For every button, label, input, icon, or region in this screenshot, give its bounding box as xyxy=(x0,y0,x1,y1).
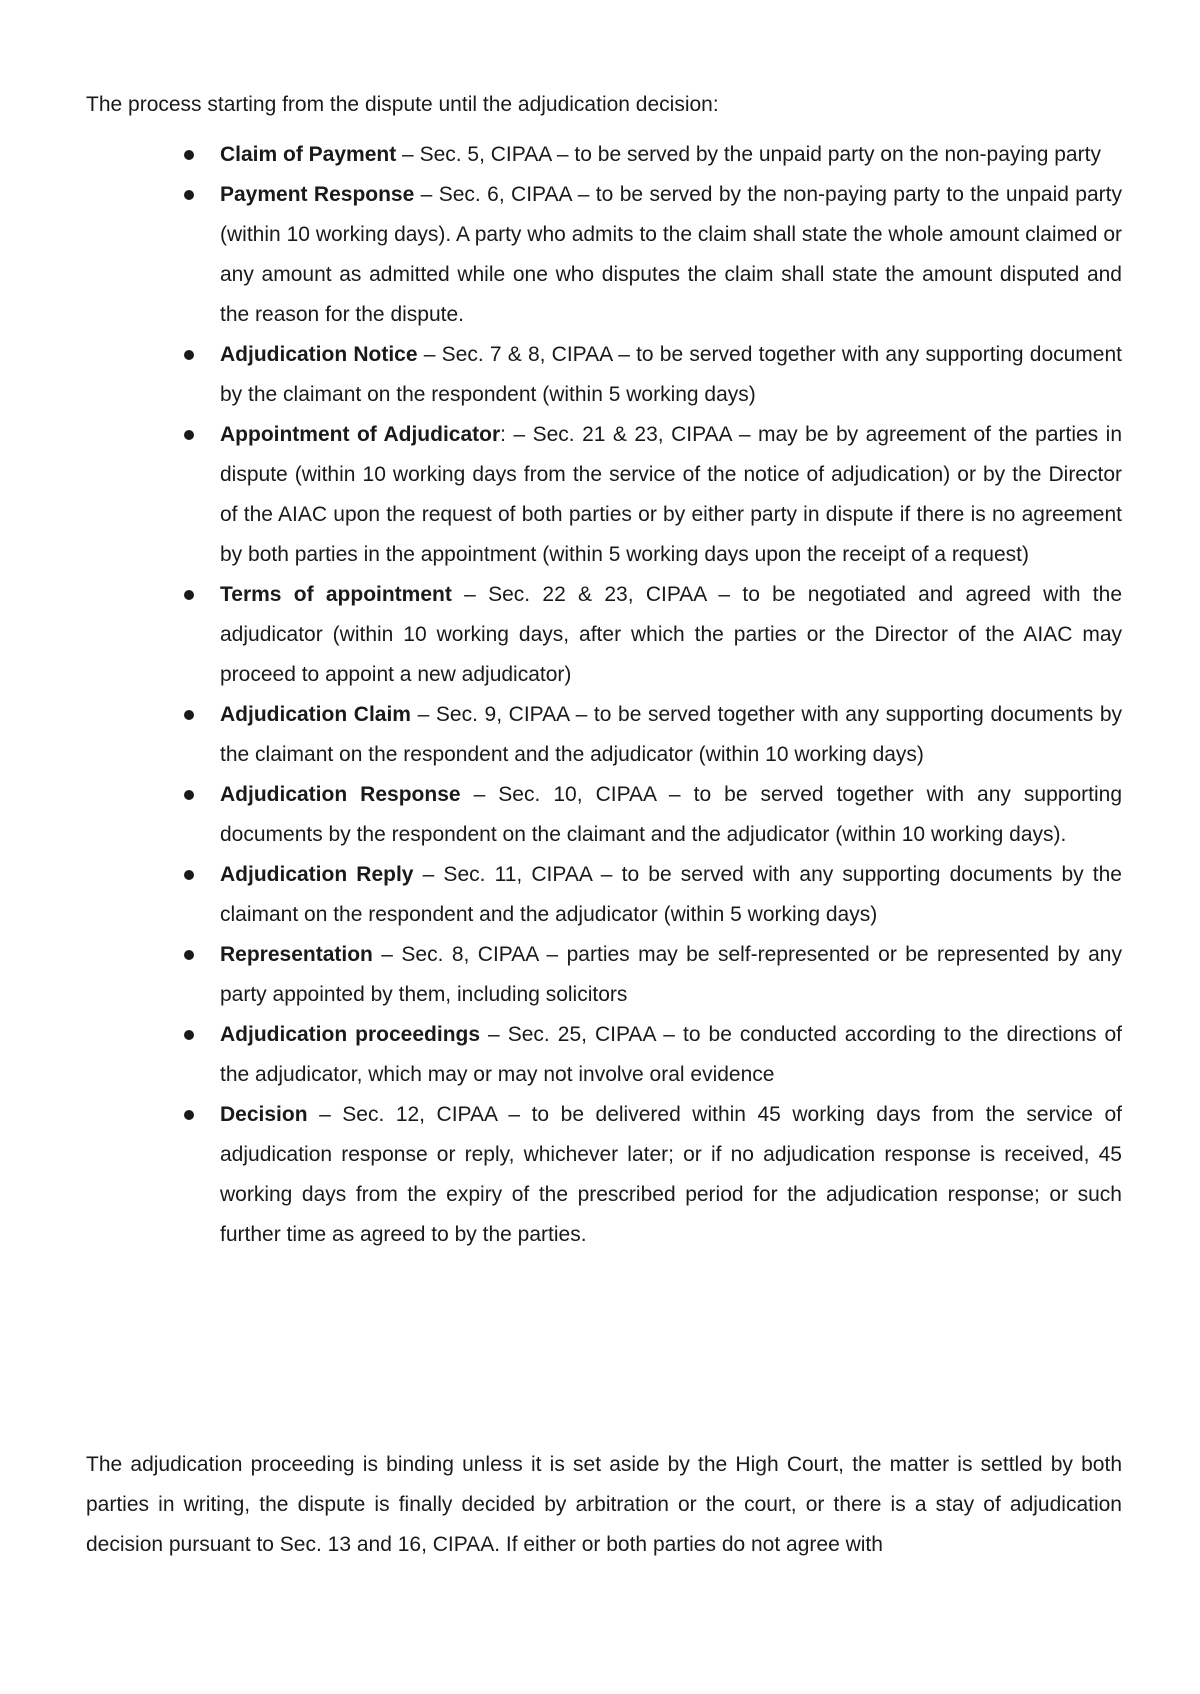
list-item xyxy=(0,935,1122,1015)
step-text: – Sec. 6, CIPAA – to be served by the non-paying party to the unpaid party (within 10 working days). A party who admits to the claim shall state the whole amount claimed or any amount as admitted while one who disputes the claim shall state the amount disputed and the reason for the dispute. xyxy=(220,183,1122,326)
list-item xyxy=(0,695,1122,775)
step-text: – Sec. 11, CIPAA – to be served with any supporting documents by the claimant on the respondent and the adjudicator (within 5 working days) xyxy=(220,863,1122,926)
list-item xyxy=(0,1095,1122,1255)
step-title: Adjudication Reply xyxy=(220,863,414,886)
list-item xyxy=(0,175,1122,335)
bullet-dot-icon xyxy=(184,430,194,440)
step-title: Payment Response xyxy=(220,183,415,206)
list-item xyxy=(0,415,1122,575)
list-item xyxy=(0,775,1122,855)
step-title: Terms of appointment xyxy=(220,583,452,606)
closing-paragraph: The adjudication proceeding is binding unless it is set aside by the High Court, the matter is settled by both parties in writing, the dispute is finally decided by arbitration or the court, or there is a stay of adjudication decision pursuant to Sec. 13 and 16, CIPAA. If either or both parties do not agree with xyxy=(86,1453,1122,1556)
bullet-dot-icon xyxy=(184,150,194,160)
step-text: – Sec. 9, CIPAA – to be served together with any supporting documents by the claimant on the respondent and the adjudicator (within 10 working days) xyxy=(220,703,1122,766)
step-title: Representation xyxy=(220,943,373,966)
step-title: Adjudication Claim xyxy=(220,703,411,726)
step-text: – Sec. 7 & 8, CIPAA – to be served together with any supporting document by the claimant on the respondent (within 5 working days) xyxy=(220,343,1122,406)
step-text: – Sec. 8, CIPAA – parties may be self-represented or be represented by any party appointed by them, including solicitors xyxy=(220,943,1122,1006)
step-title: Claim of Payment xyxy=(220,143,397,166)
list-item xyxy=(0,1015,1122,1095)
list-item xyxy=(0,575,1122,695)
bullet-dot-icon xyxy=(184,590,194,600)
bullet-dot-icon xyxy=(184,350,194,360)
step-title: Decision xyxy=(220,1103,308,1126)
list-item xyxy=(0,855,1122,935)
step-text: – Sec. 12, CIPAA – to be delivered within 45 working days from the service of adjudication response or reply, whichever later; or if no adjudication response is received, 45 working days from the expiry of the prescribed period for the adjudication response; or such further time as agreed to by the parties. xyxy=(220,1103,1122,1246)
step-title: Adjudication proceedings xyxy=(220,1023,481,1046)
bullet-dot-icon xyxy=(184,790,194,800)
step-title: Appointment of Adjudicator xyxy=(220,423,501,446)
bullet-dot-icon xyxy=(184,190,194,200)
step-title: Adjudication Notice xyxy=(220,343,418,366)
step-text: – Sec. 22 & 23, CIPAA – to be negotiated and agreed with the adjudicator (within 10 working days, after which the parties or the Director of the AIAC may proceed to appoint a new adjudicator) xyxy=(220,583,1122,686)
step-text: : – Sec. 21 & 23, CIPAA – may be by agreement of the parties in dispute (within 10 working days from the service of the notice of adjudication) or by the Director of the AIAC upon the request of both parties or by either party in dispute if there is no agreement by both parties in the appointment (within 5 working days upon the receipt of a request) xyxy=(220,423,1123,566)
bullet-dot-icon xyxy=(184,710,194,720)
step-text: – Sec. 25, CIPAA – to be conducted according to the directions of the adjudicator, which may or may not involve oral evidence xyxy=(220,1023,1123,1086)
bullet-dot-icon xyxy=(184,1110,194,1120)
step-text: – Sec. 10, CIPAA – to be served together with any supporting documents by the respondent on the claimant and the adjudicator (within 10 working days). xyxy=(220,783,1123,846)
process-step-list xyxy=(0,135,1200,1255)
list-item xyxy=(0,135,1122,175)
bullet-dot-icon xyxy=(184,950,194,960)
intro-paragraph: The process starting from the dispute until the adjudication decision: xyxy=(86,93,719,116)
bullet-dot-icon xyxy=(184,870,194,880)
bullet-dot-icon xyxy=(184,1030,194,1040)
step-text: – Sec. 5, CIPAA – to be served by the unpaid party on the non-paying party xyxy=(396,143,1101,166)
list-item xyxy=(0,335,1122,415)
step-title: Adjudication Response xyxy=(220,783,461,806)
